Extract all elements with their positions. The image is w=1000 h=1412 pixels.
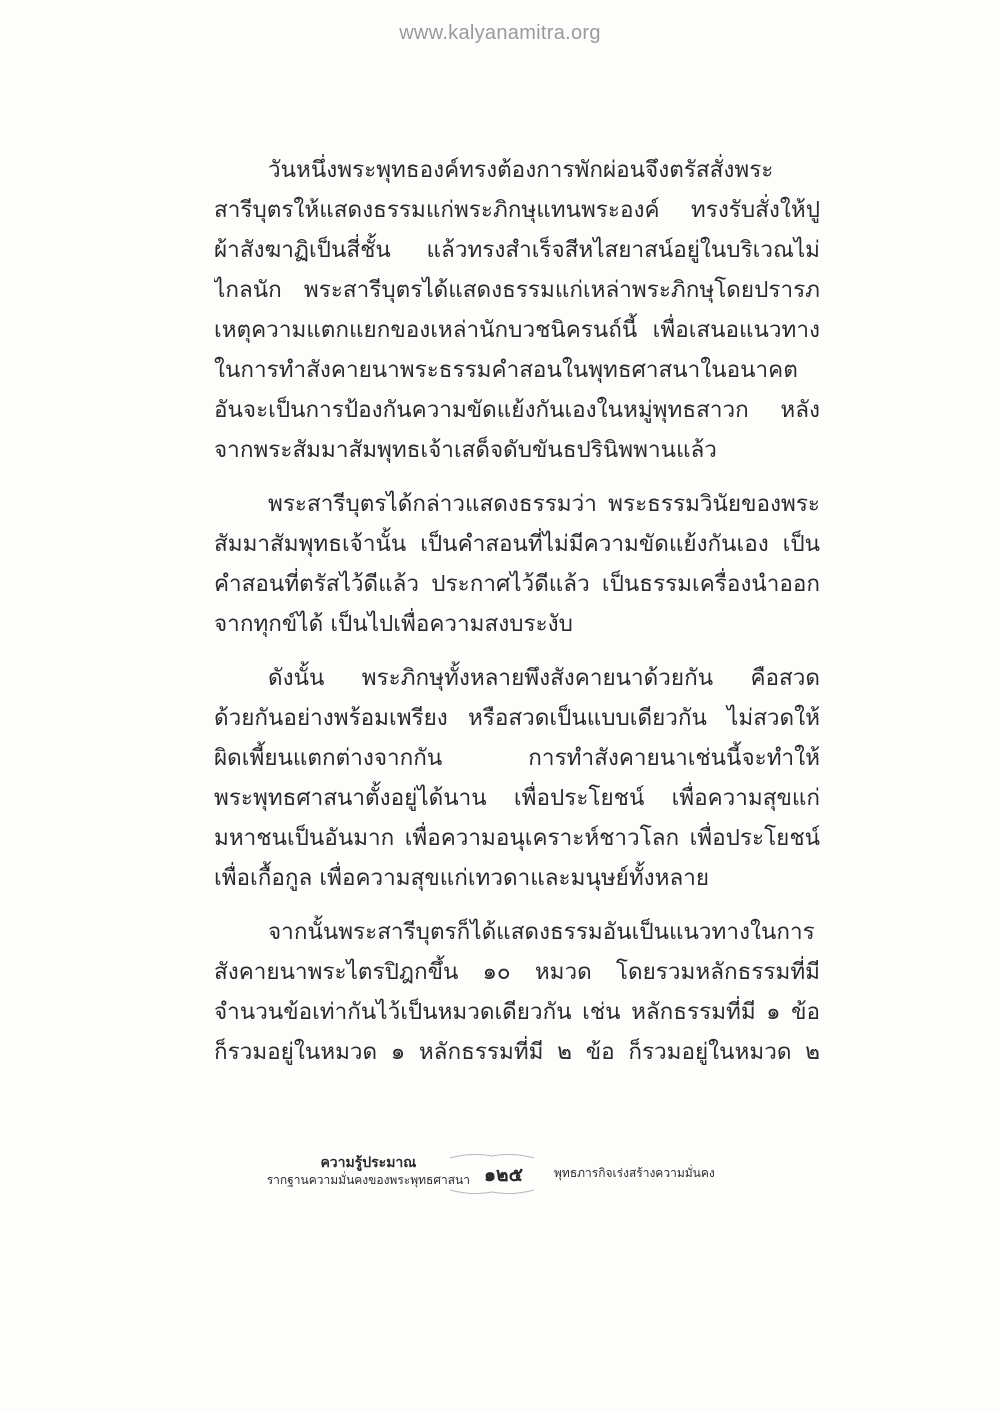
page-number: ๑๒๕ [484,1164,523,1186]
paragraph-1 [214,150,820,470]
text-line: จากทุกข์ได้ เป็นไปเพื่อความสงบระงับ [214,611,573,637]
text-line: เหตุความแตกแยกของเหล่านักบวชนิครนถ์นี้ เพื่อเสนอแนวทาง [214,317,820,343]
paragraph-2 [214,484,820,644]
footer-subtitle: รากฐานความมั่นคงของพระพุทธศาสนา [266,1173,470,1187]
text-line: ในการทำสังคายนาพระธรรมคำสอนในพุทธศาสนาในอนาคต [214,357,798,383]
text-line: สัมมาสัมพุทธเจ้านั้น เป็นคำสอนที่ไม่มีความขัดแย้งกันเอง เป็น [214,531,820,557]
text-line: จากนั้นพระสารีบุตรก็ได้แสดงธรรมอันเป็นแนวทางในการ [268,919,815,945]
paragraph-3 [214,658,820,898]
paragraph-4 [214,912,820,1072]
text-line: พระสารีบุตรได้กล่าวแสดงธรรมว่า พระธรรมวินัยของพระ [268,491,820,517]
text-line: ดังนั้น พระภิกษุทั้งหลายพึงสังคายนาด้วยกัน คือสวด [268,665,820,691]
text-line: ผิดเพี้ยนแตกต่างจากกัน การทำสังคายนาเช่นนี้จะทำให้ [214,745,820,771]
footer-book-title [267,1154,470,1188]
text-line: มหาชนเป็นอันมาก เพื่อความอนุเคราะห์ชาวโลก เพื่อประโยชน์ [214,825,820,851]
text-line: วันหนึ่งพระพุทธองค์ทรงต้องการพักผ่อนจึงตรัสสั่งพระ [268,157,774,183]
text-line: ก็รวมอยู่ในหมวด ๑ หลักธรรมที่มี ๒ ข้อ ก็รวมอยู่ในหมวด ๒ [214,1039,820,1065]
text-line: จากพระสัมมาสัมพุทธเจ้าเสด็จดับขันธปรินิพพานแล้ว [214,437,717,463]
text-line: ด้วยกันอย่างพร้อมเพรียง หรือสวดเป็นแบบเดียวกัน ไม่สวดให้ [214,705,820,731]
text-line: อันจะเป็นการป้องกันความขัดแย้งกันเองในหมู่พุทธสาวก หลัง [214,397,820,423]
watermark-url: www.kalyanamitra.org [399,22,601,44]
body-text [214,150,820,1086]
text-line: คำสอนที่ตรัสไว้ดีแล้ว ประกาศไว้ดีแล้ว เป็นธรรมเครื่องนำออก [214,571,820,597]
text-line: ไกลนัก พระสารีบุตรได้แสดงธรรมแก่เหล่าพระภิกษุโดยปรารภ [214,277,820,303]
text-line: ผ้าสังฆาฏิเป็นสี่ชั้น แล้วทรงสำเร็จสีหไสยาสน์อยู่ในบริเวณไม่ [214,237,820,263]
footer-chapter-title: พุทธภารกิจเร่งสร้างความมั่นคง [554,1166,715,1180]
page-footer [222,1150,782,1194]
text-line: จำนวนข้อเท่ากันไว้เป็นหมวดเดียวกัน เช่น หลักธรรมที่มี ๑ ข้อ [214,999,820,1025]
text-line: สังคายนาพระไตรปิฎกขึ้น ๑๐ หมวด โดยรวมหลักธรรมที่มี [214,959,820,985]
text-line: พระพุทธศาสนาตั้งอยู่ได้นาน เพื่อประโยชน์ เพื่อความสุขแก่ [214,785,820,811]
text-line: สารีบุตรให้แสดงธรรมแก่พระภิกษุแทนพระองค์ ทรงรับสั่งให้ปู [214,197,820,223]
text-line: เพื่อเกื้อกูล เพื่อความสุขแก่เทวดาและมนุษย์ทั้งหลาย [214,865,710,891]
footer-title: ความรู้ประมาณ [320,1155,417,1171]
